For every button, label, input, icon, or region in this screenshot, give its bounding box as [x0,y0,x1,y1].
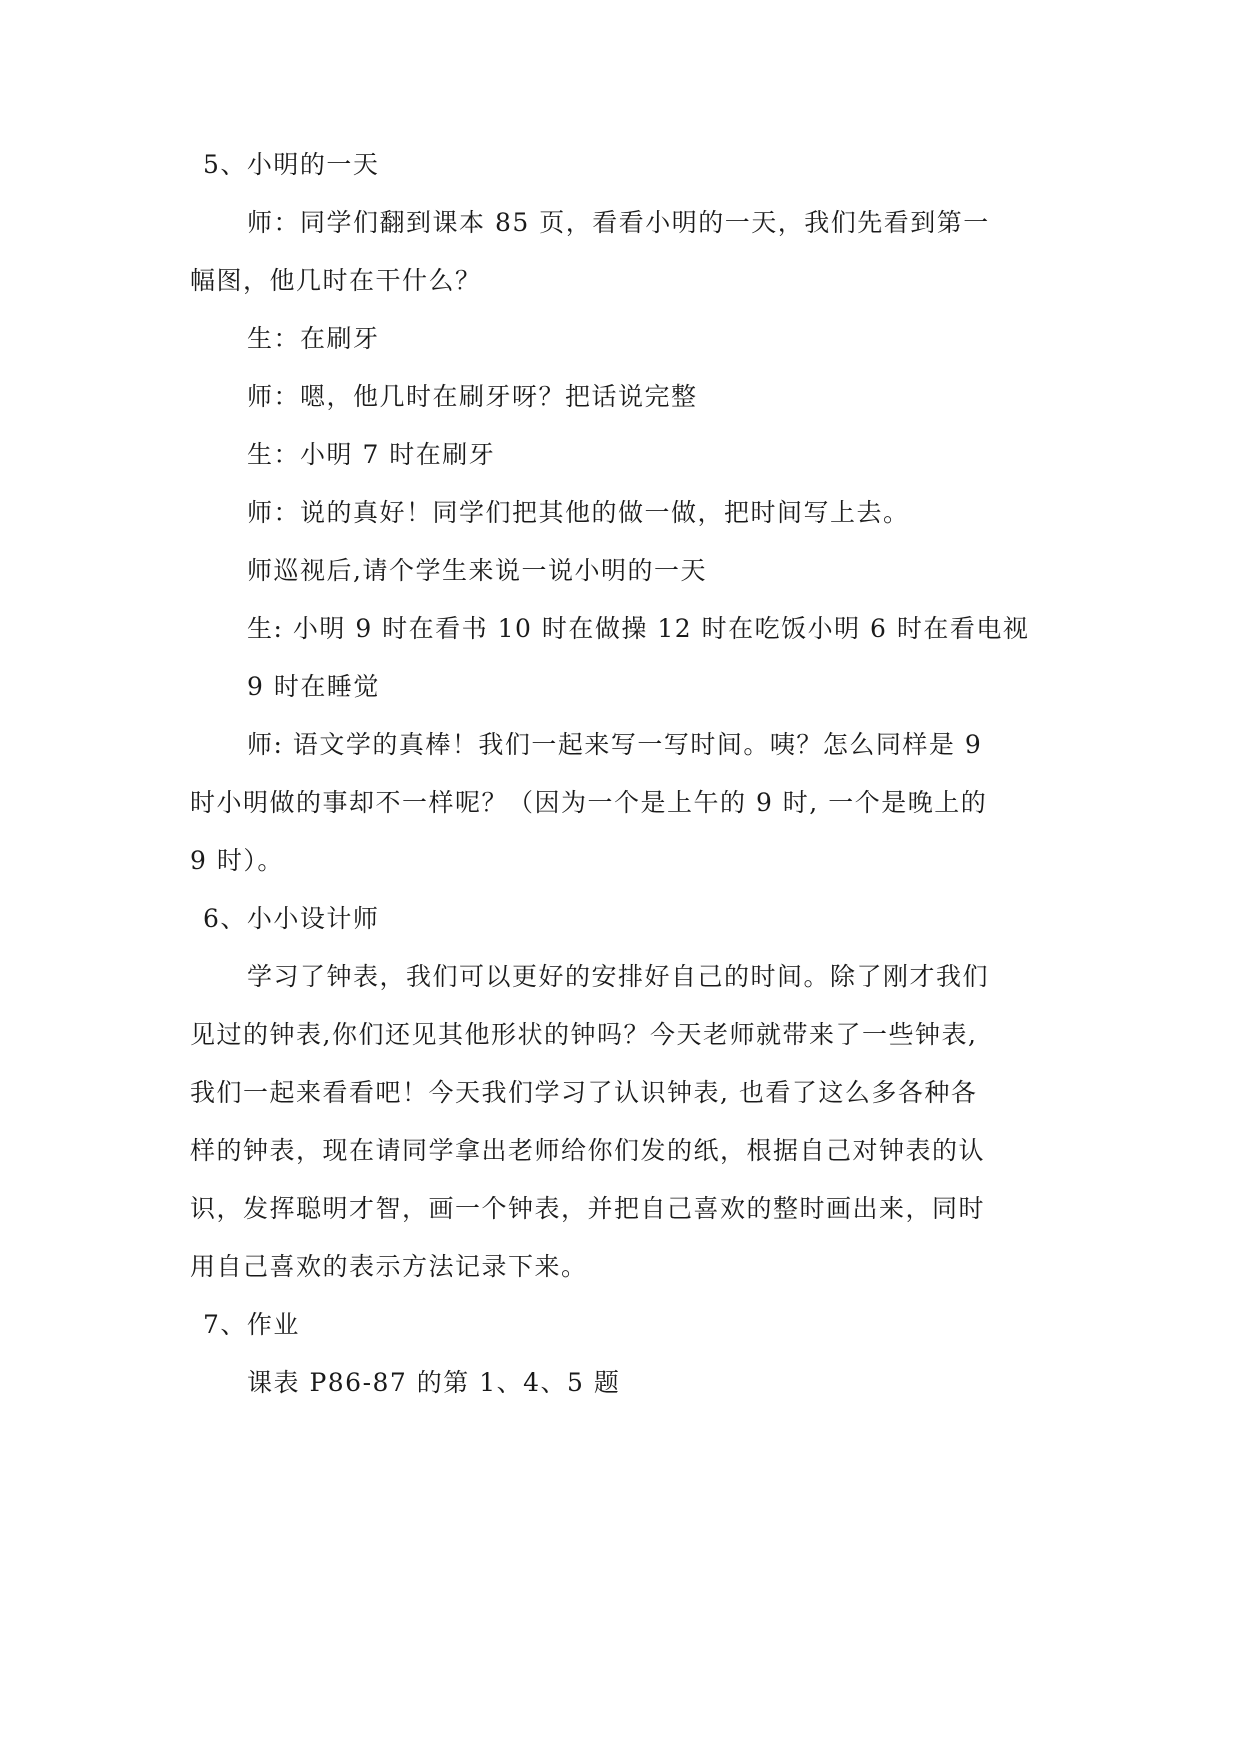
paragraph-line: 识，发挥聪明才智，画一个钟表，并把自己喜欢的整时画出来，同时 [190,1194,986,1223]
paragraph-line: 我们一起来看看吧！今天我们学习了认识钟表, 也看了这么多各种各 [190,1078,978,1107]
paragraph-line: 见过的钟表,你们还见其他形状的钟吗？今天老师就带来了一些钟表, [190,1020,978,1049]
paragraph-line: 9 时在睡觉 [247,672,380,701]
paragraph-line: 师巡视后,请个学生来说一说小明的一天 [247,556,707,585]
paragraph-line: 生：小明 7 时在刷牙 [247,440,496,469]
paragraph-line: 9 时）。 [190,846,284,875]
section-heading-5: 5、小明的一天 [203,150,380,179]
paragraph-line: 幅图，他几时在干什么？ [190,266,482,295]
paragraph-line: 师：说的真好！同学们把其他的做一做，把时间写上去。 [247,498,910,527]
paragraph-line: 样的钟表，现在请同学拿出老师给你们发的纸，根据自己对钟表的认 [190,1136,986,1165]
section-heading-6: 6、小小设计师 [203,904,380,933]
paragraph-line: 学习了钟表，我们可以更好的安排好自己的时间。除了刚才我们 [247,962,990,991]
paragraph-line: 生：在刷牙 [247,324,380,353]
paragraph-line: 用自己喜欢的表示方法记录下来。 [190,1252,588,1281]
paragraph-line: 课表 P86-87 的第 1、4、5 题 [247,1368,621,1397]
paragraph-line: 师：同学们翻到课本 85 页，看看小明的一天，我们先看到第一 [247,208,990,237]
paragraph-line: 生: 小明 9 时在看书 10 时在做操 12 时在吃饭小明 6 时在看电视 [247,614,1030,643]
paragraph-line: 师：嗯，他几时在刷牙呀？把话说完整 [247,382,698,411]
paragraph-line: 时小明做的事却不一样呢？（因为一个是上午的 9 时, 一个是晚上的 [190,788,988,817]
paragraph-line: 师: 语文学的真棒！我们一起来写一写时间。咦？怎么同样是 9 [247,730,983,759]
section-heading-7: 7、作业 [203,1310,300,1339]
